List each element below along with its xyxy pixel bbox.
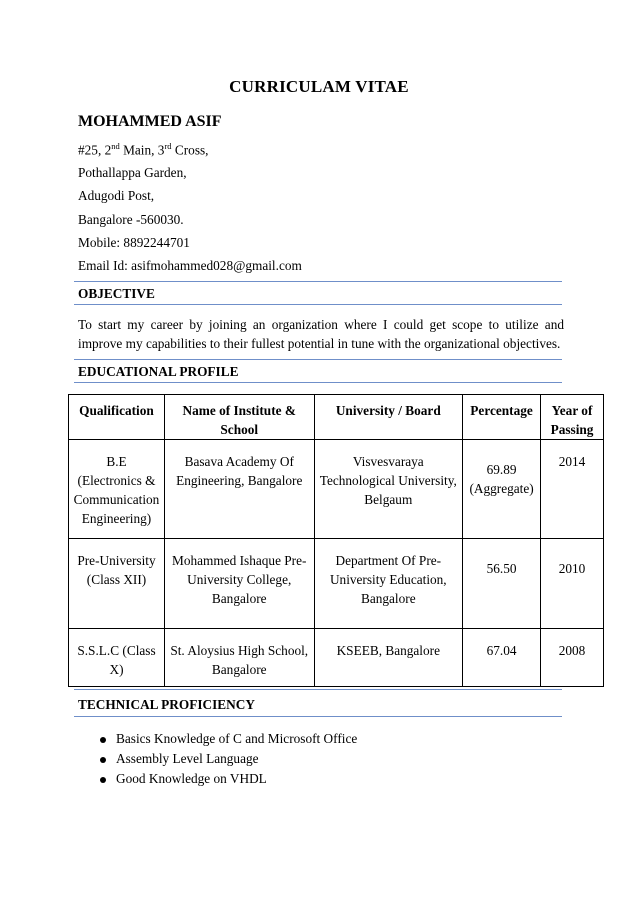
address-line-3: Adugodi Post,	[78, 188, 155, 203]
email-address: Email Id: asifmohammed028@gmail.com	[78, 258, 302, 273]
mobile-number: Mobile: 8892244701	[78, 235, 190, 250]
table-row	[69, 629, 604, 687]
address-line-1: #25, 2nd Main, 3rd Cross,	[78, 141, 209, 158]
table-cell: Basava Academy Of Engineering, Bangalore	[164, 440, 314, 539]
table-cell: 2010	[541, 539, 604, 629]
column-header: Year of Passing	[541, 395, 604, 440]
table-cell: Pre-University (Class XII)	[69, 539, 165, 629]
table-cell: 2014	[541, 440, 604, 539]
table-cell: 69.89 (Aggregate)	[463, 440, 541, 539]
section-rule	[74, 716, 562, 717]
bullet-icon	[100, 737, 106, 743]
skills-list	[96, 731, 357, 791]
list-item: Basics Knowledge of C and Microsoft Office	[96, 731, 357, 751]
table-row	[69, 440, 604, 539]
section-rule	[74, 382, 562, 383]
list-item: Assembly Level Language	[96, 751, 357, 771]
bullet-icon	[100, 757, 106, 763]
education-heading: EDUCATIONAL PROFILE	[78, 364, 239, 379]
table-cell: Department Of Pre-University Education, Bangalore	[314, 539, 463, 629]
column-header: University / Board	[314, 395, 463, 440]
table-cell: B.E (Electronics & Communication Engineering)	[69, 440, 165, 539]
column-header: Name of Institute & School	[164, 395, 314, 440]
section-rule	[74, 689, 562, 690]
candidate-name: MOHAMMED ASIF	[78, 113, 222, 130]
education-table	[68, 394, 604, 687]
column-header: Qualification	[69, 395, 165, 440]
table-header-row	[69, 395, 604, 440]
section-rule	[74, 304, 562, 305]
objective-heading: OBJECTIVE	[78, 286, 155, 301]
column-header: Percentage	[463, 395, 541, 440]
technical-heading: TECHNICAL PROFICIENCY	[78, 697, 255, 712]
section-rule	[74, 281, 562, 282]
address-line-2: Pothallappa Garden,	[78, 165, 187, 180]
section-rule	[74, 359, 562, 360]
table-cell: Visvesvaraya Technological University, Belgaum	[314, 440, 463, 539]
table-cell: 56.50	[463, 539, 541, 629]
table-cell: S.S.L.C (Class X)	[69, 629, 165, 687]
table-cell: 67.04	[463, 629, 541, 687]
table-cell: Mohammed Ishaque Pre-University College, Bangalore	[164, 539, 314, 629]
address-line-4: Bangalore -560030.	[78, 212, 184, 227]
bullet-icon	[100, 777, 106, 783]
objective-text: To start my career by joining an organization where I could get scope to utilize and improve my capabilities to their fullest potential in tune with the organizational objectives.	[78, 317, 564, 351]
document-title: CURRICULAM VITAE	[229, 77, 409, 96]
table-cell: KSEEB, Bangalore	[314, 629, 463, 687]
table-row	[69, 539, 604, 629]
table-cell: St. Aloysius High School, Bangalore	[164, 629, 314, 687]
table-cell: 2008	[541, 629, 604, 687]
list-item: Good Knowledge on VHDL	[96, 771, 357, 791]
